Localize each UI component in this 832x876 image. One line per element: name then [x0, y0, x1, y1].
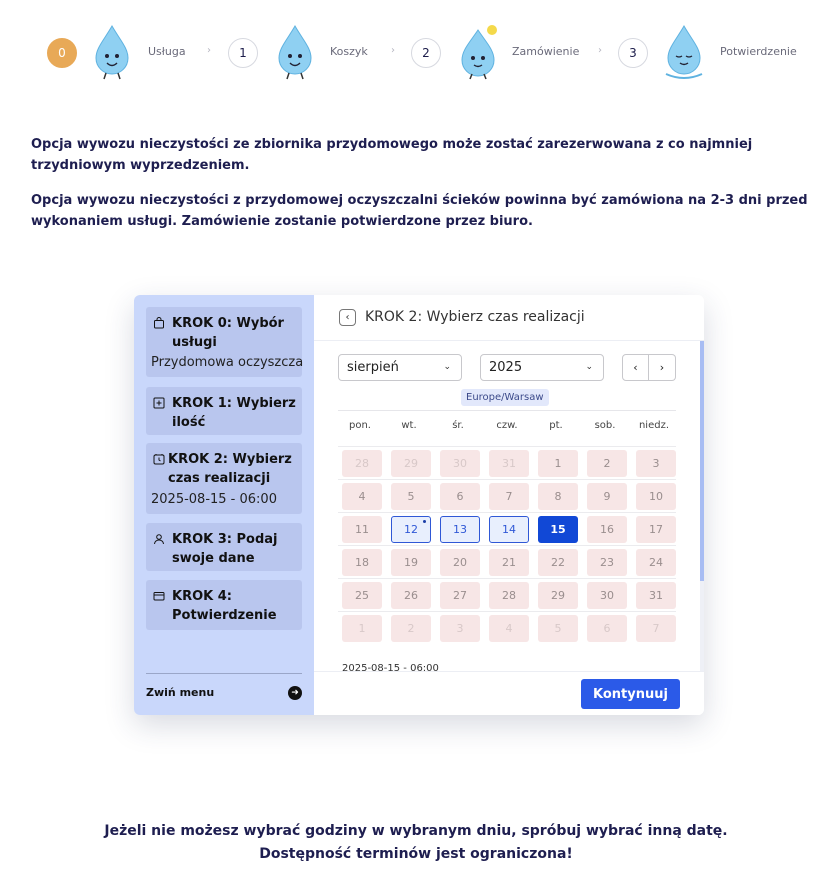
day-cell-unavailable [342, 549, 382, 576]
day-cell-unavailable [489, 582, 529, 609]
collapse-menu-label: Zwiń menu [146, 686, 215, 699]
clock-icon [153, 453, 165, 465]
weekday-label: wt. [401, 420, 417, 431]
info-text-tank: Opcja wywozu nieczystości ze zbiornika przydomowego może zostać zarezerwowana z co najmniej trzydniowym wyprzedzeniem. [31, 137, 753, 173]
day-number: 12 [404, 523, 418, 536]
day-cell-unavailable [538, 582, 578, 609]
step-2-label: Zamówienie [512, 45, 580, 58]
day-number: 7 [505, 490, 513, 503]
step-3-number: 3 [618, 38, 648, 68]
step-2-number: 2 [411, 38, 441, 68]
day-number: 31 [649, 589, 663, 602]
week-divider [338, 479, 676, 480]
day-cell-unavailable [636, 615, 676, 642]
waterdrop-meditating-mascot-icon [662, 24, 706, 80]
day-number: 4 [358, 490, 366, 503]
sidebar-item-title: KROK 3: Podaj swoje dane [172, 532, 278, 566]
day-cell-unavailable [636, 582, 676, 609]
day-cell-unavailable [342, 516, 382, 543]
day-cell-unavailable [440, 582, 480, 609]
day-cell-unavailable [342, 450, 382, 477]
day-number: 14 [502, 523, 516, 536]
day-number: 1 [358, 622, 366, 635]
day-number: 3 [456, 622, 464, 635]
week-divider [338, 611, 676, 612]
day-cell-unavailable [636, 549, 676, 576]
day-cell-unavailable [636, 516, 676, 543]
card-icon [153, 590, 165, 602]
bag-icon [153, 317, 165, 329]
day-cell-unavailable [489, 615, 529, 642]
collapse-menu-row[interactable] [146, 673, 302, 713]
timezone-badge: Europe/Warsaw [461, 389, 549, 406]
sidebar-item-title: KROK 1: Wybierz ilość [172, 396, 296, 430]
progress-stepper [0, 12, 832, 70]
day-cell-unavailable [342, 483, 382, 510]
day-cell-unavailable [587, 549, 627, 576]
booking-widget [134, 295, 704, 715]
day-number: 2 [603, 457, 611, 470]
day-number: 7 [652, 622, 660, 635]
availability-note [0, 820, 832, 866]
chevron-left-icon: ‹ [345, 312, 350, 323]
calendar-panel [314, 295, 704, 715]
weekday-label: śr. [452, 420, 464, 431]
step-3-label: Potwierdzenie [720, 45, 797, 58]
back-button[interactable] [339, 309, 356, 326]
day-cell-unavailable [538, 615, 578, 642]
sidebar-item-title: KROK 0: Wybór usługi [172, 316, 284, 350]
sidebar-item-step-2[interactable] [146, 443, 302, 514]
day-cell-available[interactable] [391, 516, 431, 543]
chevron-left-icon: ‹ [633, 361, 638, 374]
day-number: 23 [600, 556, 614, 569]
sidebar-item-value: Przydomowa oczyszcza [151, 355, 304, 370]
week-divider [338, 578, 676, 579]
day-cell-unavailable [587, 483, 627, 510]
day-number: 4 [505, 622, 513, 635]
steps-sidebar [134, 295, 314, 715]
day-cell-unavailable [489, 549, 529, 576]
week-divider [338, 545, 676, 546]
day-number: 15 [550, 523, 566, 536]
panel-header [314, 295, 704, 341]
step-1-label: Koszyk [330, 45, 368, 58]
day-number: 11 [355, 523, 369, 536]
day-cell-unavailable [391, 549, 431, 576]
day-number: 21 [502, 556, 516, 569]
month-select[interactable] [338, 354, 462, 381]
availability-note-line2: Dostępność terminów jest ograniczona! [259, 846, 573, 862]
day-cell-unavailable [440, 615, 480, 642]
day-number: 6 [603, 622, 611, 635]
sidebar-item-step-1[interactable] [146, 387, 302, 435]
user-icon [153, 533, 165, 545]
day-cell-unavailable [391, 582, 431, 609]
day-cell-unavailable [538, 450, 578, 477]
day-number: 18 [355, 556, 369, 569]
day-number: 26 [404, 589, 418, 602]
panel-title: KROK 2: Wybierz czas realizacji [365, 309, 585, 325]
weekday-label: niedz. [638, 420, 670, 431]
day-cell-selected[interactable] [538, 516, 578, 543]
day-cell-unavailable [636, 450, 676, 477]
next-month-button[interactable] [649, 354, 676, 381]
sidebar-item-title: KROK 4: Potwierdzenie [172, 589, 277, 623]
availability-note-line1: Jeżeli nie możesz wybrać godziny w wybranym dniu, spróbuj wybrać inną datę. [104, 823, 728, 839]
sidebar-item-title: KROK 2: Wybierz czas realizacji [168, 452, 292, 486]
day-number: 6 [456, 490, 464, 503]
continue-button[interactable]: Kontynuuj [581, 679, 680, 709]
day-cell-unavailable [587, 516, 627, 543]
chevron-down-icon: ⌄ [443, 362, 451, 372]
scrollbar-thumb[interactable] [700, 341, 704, 581]
day-cell-unavailable [489, 450, 529, 477]
day-cell-unavailable [391, 483, 431, 510]
day-cell-unavailable [587, 450, 627, 477]
chevron-right-icon: › [391, 45, 395, 56]
day-number: 28 [502, 589, 516, 602]
day-number: 20 [453, 556, 467, 569]
day-cell-available[interactable] [440, 516, 480, 543]
day-number: 29 [404, 457, 418, 470]
chevron-right-icon: › [659, 361, 665, 374]
day-number: 2 [407, 622, 415, 635]
day-number: 17 [649, 523, 663, 536]
day-number: 5 [407, 490, 415, 503]
chevron-down-icon: ⌄ [585, 362, 593, 372]
day-number: 25 [355, 589, 369, 602]
sidebar-item-value: 2025-08-15 - 06:00 [151, 492, 277, 507]
day-cell-unavailable [342, 582, 382, 609]
week-divider [338, 512, 676, 513]
year-select[interactable] [480, 354, 604, 381]
week-divider [338, 446, 676, 447]
step-1-number: 1 [228, 38, 258, 68]
day-cell-unavailable [440, 549, 480, 576]
day-cell-unavailable [636, 483, 676, 510]
day-number: 8 [554, 490, 562, 503]
day-cell-unavailable [391, 615, 431, 642]
day-number: 16 [600, 523, 614, 536]
plus-square-icon [153, 397, 165, 409]
selected-datetime: 2025-08-15 - 06:00 [342, 663, 439, 674]
day-number: 27 [453, 589, 467, 602]
prev-month-button[interactable] [622, 354, 649, 381]
sidebar-item-step-4[interactable] [146, 580, 302, 630]
info-text-treatment: Opcja wywozu nieczystości z przydomowej oczyszczalni ścieków powinna być zamówiona na 2-3 dni przed wykonaniem usługi. Zamówienie zostanie potwierdzone przez biuro. [31, 193, 808, 229]
day-number: 9 [603, 490, 611, 503]
day-number: 29 [551, 589, 565, 602]
sidebar-item-step-3[interactable] [146, 523, 302, 571]
waterdrop-mascot-icon [90, 24, 134, 80]
day-cell-available[interactable] [489, 516, 529, 543]
chevron-right-icon: › [598, 45, 602, 56]
weekday-label: pon. [349, 420, 371, 431]
day-cell-unavailable [440, 483, 480, 510]
today-dot-icon [423, 520, 426, 523]
day-cell-unavailable [342, 615, 382, 642]
chevron-right-icon: › [207, 45, 211, 56]
day-cell-unavailable [587, 615, 627, 642]
day-number: 24 [649, 556, 663, 569]
waterdrop-idea-mascot-icon [456, 24, 500, 80]
day-number: 22 [551, 556, 565, 569]
day-cell-unavailable [391, 450, 431, 477]
step-0-label: Usługa [148, 45, 186, 58]
day-number: 30 [600, 589, 614, 602]
day-number: 19 [404, 556, 418, 569]
day-cell-unavailable [489, 483, 529, 510]
weekday-label: czw. [496, 420, 518, 431]
day-cell-unavailable [440, 450, 480, 477]
step-0-number: 0 [47, 38, 77, 68]
day-number: 10 [649, 490, 663, 503]
year-select-value: 2025 [489, 360, 523, 375]
day-cell-unavailable [538, 549, 578, 576]
day-number: 30 [453, 457, 467, 470]
arrow-right-circle-icon[interactable]: ➜ [288, 686, 302, 700]
day-number: 28 [355, 457, 369, 470]
weekday-label: pt. [549, 420, 563, 431]
day-number: 13 [453, 523, 467, 536]
day-cell-unavailable [587, 582, 627, 609]
sidebar-item-step-0[interactable] [146, 307, 302, 377]
day-number: 1 [554, 457, 562, 470]
day-number: 3 [652, 457, 660, 470]
day-number: 5 [554, 622, 562, 635]
month-select-value: sierpień [347, 360, 399, 375]
weekday-label: sob. [594, 420, 616, 431]
waterdrop-mascot-icon [273, 24, 317, 80]
day-cell-unavailable [538, 483, 578, 510]
divider [338, 410, 676, 411]
day-number: 31 [502, 457, 516, 470]
